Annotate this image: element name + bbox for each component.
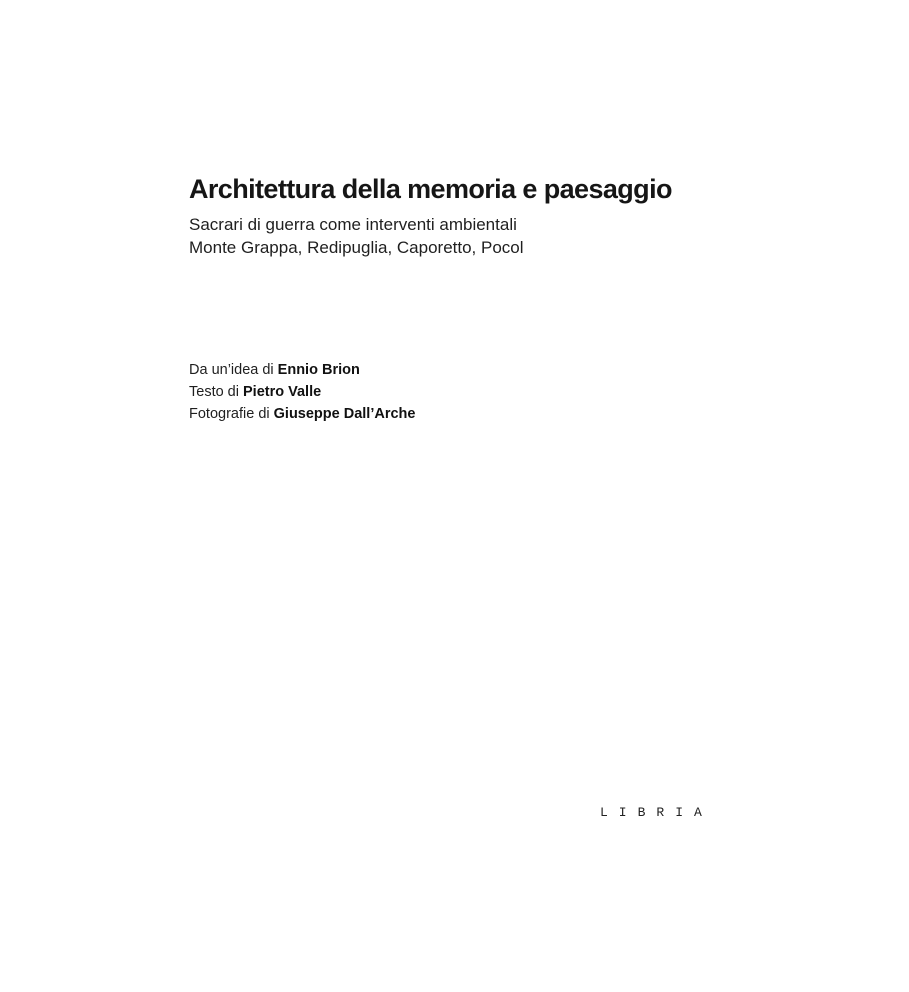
- book-title: Architettura della memoria e paesaggio: [189, 174, 672, 204]
- credit-photos: [189, 404, 415, 424]
- credit-idea-prefix: Da un’idea di: [189, 362, 278, 378]
- subtitle-line-2: Monte Grappa, Redipuglia, Caporetto, Pocol: [189, 238, 524, 257]
- credit-photos-name: Giuseppe Dall’Arche: [273, 406, 416, 422]
- credit-text: [189, 382, 321, 402]
- credit-idea: [189, 360, 360, 380]
- credit-text-prefix: Testo di: [189, 384, 243, 400]
- credit-text-name: Pietro Valle: [243, 384, 322, 400]
- credit-photos-prefix: Fotografie di: [189, 406, 274, 422]
- subtitle-line-1: Sacrari di guerra come interventi ambientali: [189, 215, 517, 234]
- publisher-name: LIBRIA: [600, 805, 713, 820]
- credit-idea-name: Ennio Brion: [277, 362, 360, 378]
